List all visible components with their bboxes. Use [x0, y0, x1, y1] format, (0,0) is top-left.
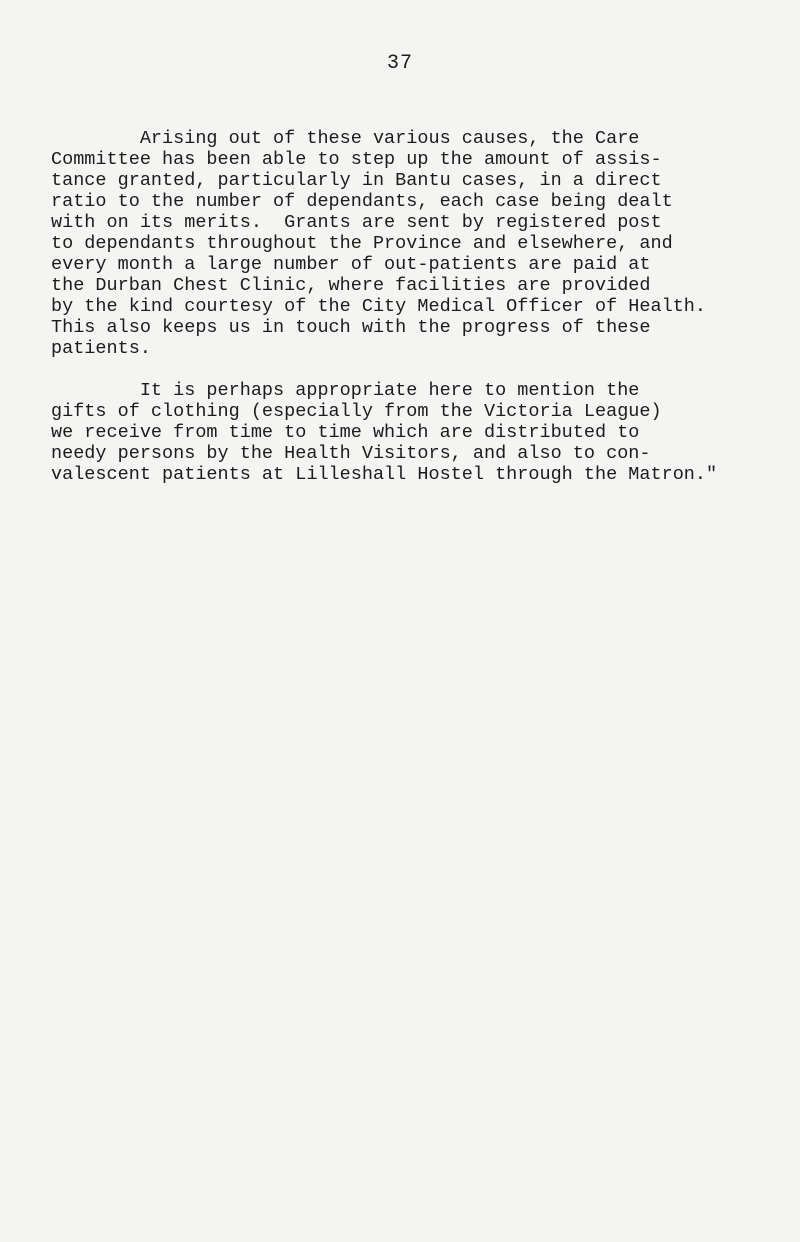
text-line: patients. [51, 338, 151, 359]
text-line: gifts of clothing (especially from the Victoria League) [51, 401, 662, 422]
text-line: Committee has been able to step up the amount of assis- [51, 149, 662, 170]
text-line: valescent patients at Lilleshall Hostel through the Matron." [51, 464, 718, 485]
text-line: It is perhaps appropriate here to mention the [51, 380, 640, 401]
body-text [51, 128, 791, 485]
text-line: Arising out of these various causes, the Care [51, 128, 640, 149]
paragraph-clothing-gifts [51, 380, 791, 485]
text-line: to dependants throughout the Province and elsewhere, and [51, 233, 673, 254]
text-line: needy persons by the Health Visitors, and also to con- [51, 443, 651, 464]
text-line: we receive from time to time which are distributed to [51, 422, 640, 443]
paragraph-care-committee [51, 128, 791, 359]
text-line: This also keeps us in touch with the progress of these [51, 317, 651, 338]
text-line: the Durban Chest Clinic, where facilities are provided [51, 275, 651, 296]
paragraph-spacer [51, 359, 791, 380]
text-line: tance granted, particularly in Bantu cases, in a direct [51, 170, 662, 191]
text-line: every month a large number of out-patients are paid at [51, 254, 651, 275]
page-number: 37 [386, 52, 413, 75]
text-line: ratio to the number of dependants, each case being dealt [51, 191, 673, 212]
text-line: with on its merits. Grants are sent by registered post [51, 212, 662, 233]
text-line: by the kind courtesy of the City Medical Officer of Health. [51, 296, 707, 317]
